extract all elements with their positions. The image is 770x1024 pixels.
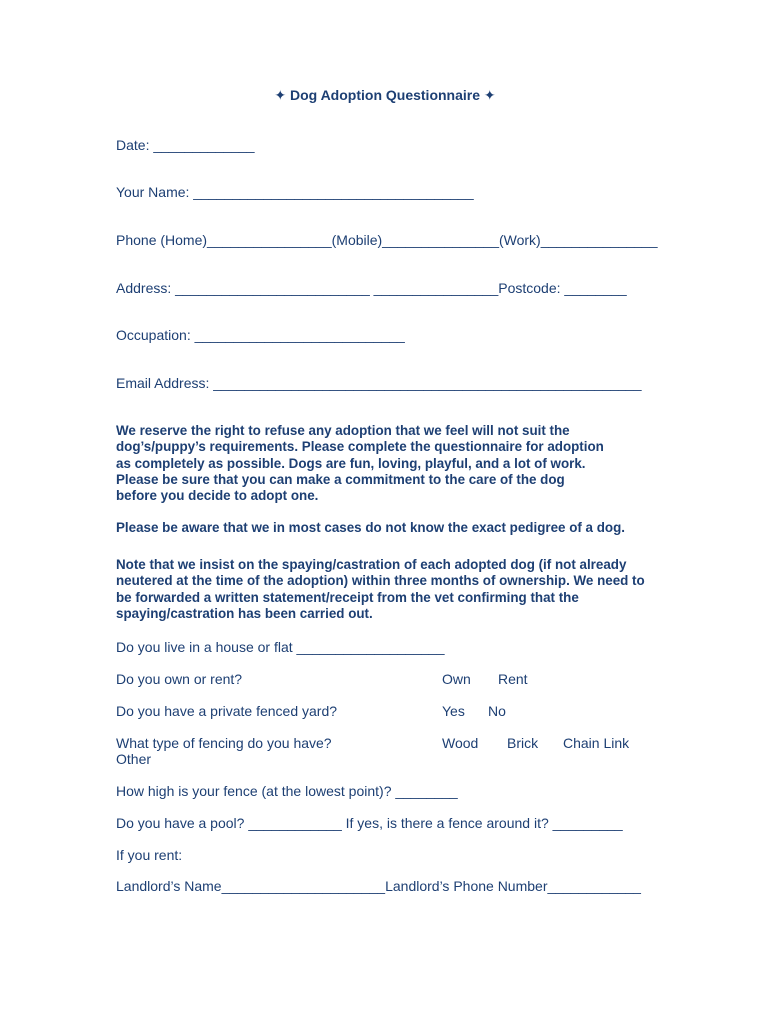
pedigree-notice: Please be aware that we in most cases do not know the exact pedigree of a dog. <box>116 520 625 535</box>
brick-option[interactable]: Brick <box>507 735 539 751</box>
refusal-notice <box>116 423 604 504</box>
fencing-type-question: What type of fencing do you have? <box>116 735 332 751</box>
spaying-notice <box>116 557 645 622</box>
own-or-rent-question: Do you own or rent? <box>116 671 243 687</box>
fenced-yard-question: Do you have a private fenced yard? <box>116 703 338 719</box>
notice-line: dog’s/puppy’s requirements. Please complete the questionnaire for adoption <box>116 439 604 455</box>
notice-line: We reserve the right to refuse any adoption that we feel will not suit the <box>116 423 570 438</box>
other-option[interactable]: Other <box>116 751 152 767</box>
star-icon: ✦ <box>483 87 496 103</box>
wood-option[interactable]: Wood <box>442 735 479 751</box>
notice-line: be forwarded a written statement/receipt from the vet confirming that the <box>116 589 579 605</box>
rent-option[interactable]: Rent <box>498 671 528 687</box>
own-option[interactable]: Own <box>442 671 471 687</box>
chain-link-option[interactable]: Chain Link <box>563 735 630 751</box>
no-option[interactable]: No <box>488 703 506 719</box>
if-rent-label: If you rent: <box>116 847 183 863</box>
fence-height-question[interactable]: How high is your fence (at the lowest point)? ________ <box>116 783 458 799</box>
notice-line: neutered at the time of the adoption) within three months of ownership. We need to <box>116 573 645 589</box>
notice-line: before you decide to adopt one. <box>116 488 319 504</box>
notice-line: spaying/castration has been carried out. <box>116 605 373 621</box>
landlord-field[interactable]: Landlord’s Name_____________________Landlord’s Phone Number____________ <box>116 878 641 894</box>
date-field[interactable]: Date: _____________ <box>116 137 255 153</box>
star-icon: ✦ <box>274 87 287 103</box>
page-title <box>0 87 770 104</box>
notice-line: Please be sure that you can make a commitment to the care of the dog <box>116 471 565 487</box>
occupation-field[interactable]: Occupation: ___________________________ <box>116 327 405 343</box>
title-text: Dog Adoption Questionnaire <box>289 87 481 103</box>
email-field[interactable]: Email Address: _______________________________________________________ <box>116 375 642 391</box>
notice-line: as completely as possible. Dogs are fun, loving, playful, and a lot of work. <box>116 455 586 471</box>
house-or-flat-question[interactable]: Do you live in a house or flat ___________________ <box>116 639 445 655</box>
yes-option[interactable]: Yes <box>442 703 465 719</box>
address-field[interactable]: Address: _________________________ ________________Postcode: ________ <box>116 280 627 296</box>
name-field[interactable]: Your Name: ____________________________________ <box>116 184 474 200</box>
phone-field[interactable]: Phone (Home)________________(Mobile)_______________(Work)_______________ <box>116 232 658 248</box>
notice-line: Note that we insist on the spaying/castration of each adopted dog (if not already <box>116 557 627 572</box>
pool-question[interactable]: Do you have a pool? ____________ If yes, is there a fence around it? _________ <box>116 815 623 831</box>
